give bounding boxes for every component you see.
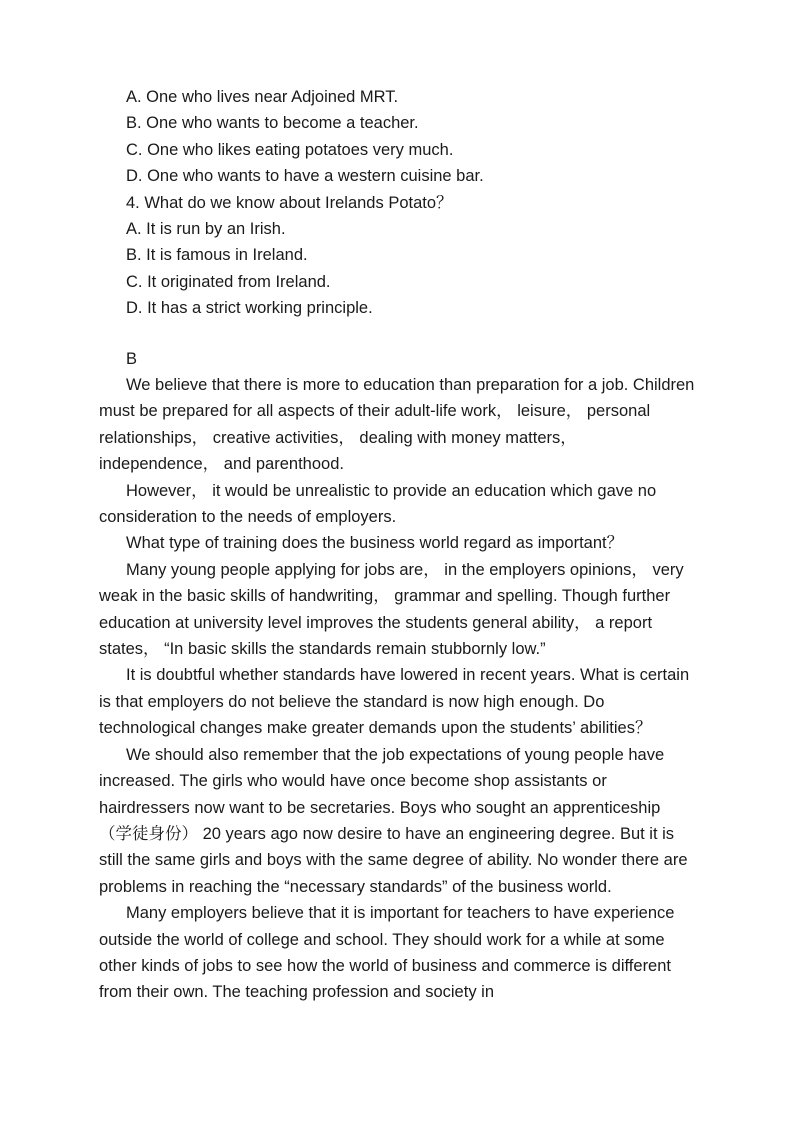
question-stem: 4. What do we know about Irelands Potato？ xyxy=(126,193,453,212)
option-line: B. One who wants to become a teacher. xyxy=(126,114,419,133)
option-line: D. It has a strict working principle. xyxy=(126,299,373,318)
option-line: C. It originated from Ireland. xyxy=(126,272,331,291)
option-line: A. One who lives near Adjoined MRT. xyxy=(126,88,399,106)
section-label: B xyxy=(126,350,138,368)
question-options xyxy=(126,84,726,322)
passage-paragraph: Many young people applying for jobs are， in the employers opinions， very weak in the basic skills of handwriting， grammar and spelling. Though further education at university level improves the students general ability， a report states， “In basic skills the standards remain stubbornly low.” xyxy=(99,560,684,659)
option-line: D. One who wants to have a western cuisine bar. xyxy=(126,167,484,186)
passage-paragraph: However， it would be unrealistic to provide an education which gave no consideration to the needs of employers. xyxy=(99,481,657,527)
passage-paragraph: It is doubtful whether standards have lowered in recent years. What is certain is that employers do not believe the standard is now high enough. Do technological changes make greater demands upon the students’ abilities？ xyxy=(99,666,690,738)
passage-paragraph: Many employers believe that it is important for teachers to have experience outside the world of college and school. They should work for a while at some other kinds of jobs to see how the world of business and commerce is different from their own. The teaching profession and society in xyxy=(99,904,675,1002)
passage-paragraph: We should also remember that the job expectations of young people have increased. The girls who would have once become shop assistants or hairdressers now want to be secretaries. Boys who sought an apprenticeship （学徒身份） 20 years ago now desire to have an engineering degree. But it is still the same girls and boys with the same degree of ability. No wonder there are problems in reaching the “necessary standards” of the business world. xyxy=(99,745,688,896)
passage-paragraph: What type of training does the business world regard as important？ xyxy=(126,534,624,553)
option-line: B. It is famous in Ireland. xyxy=(126,246,308,265)
option-line: A. It is run by an Irish. xyxy=(126,220,286,239)
passage-paragraph: We believe that there is more to education than preparation for a job. Children must be prepared for all aspects of their adult-life work， leisure， personal relationships， creative activities， dealing with money matters， independence， and parenthood. xyxy=(99,376,695,474)
reading-passage xyxy=(99,372,697,1006)
option-line: C. One who likes eating potatoes very much. xyxy=(126,140,454,159)
